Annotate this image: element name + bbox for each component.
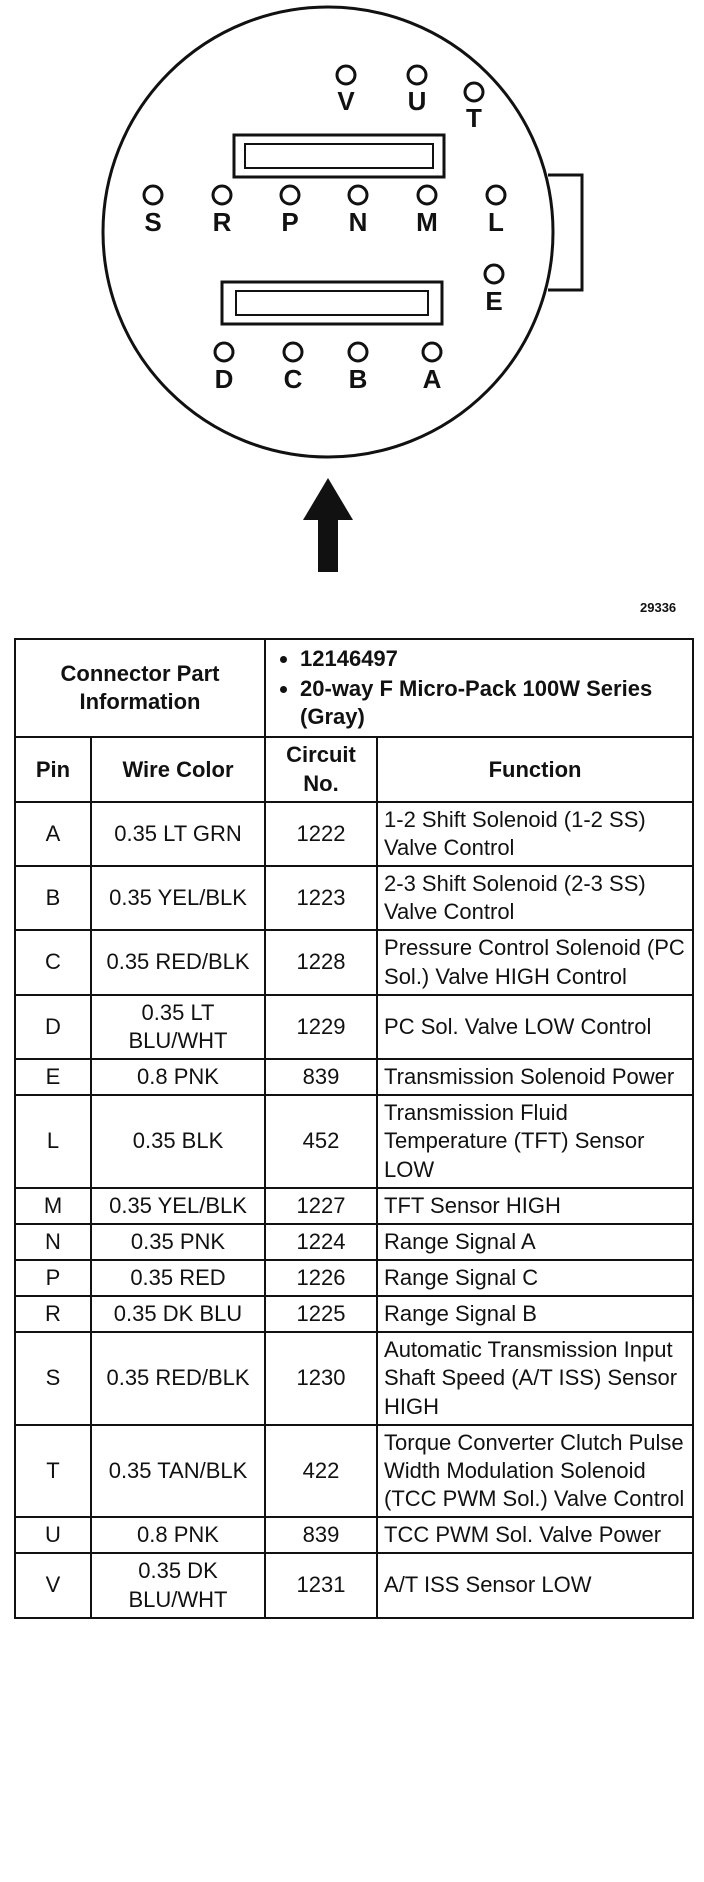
pin-cell: T	[15, 1425, 91, 1517]
table-row	[15, 1332, 693, 1424]
table-row	[15, 1059, 693, 1095]
pin-v-label: V	[337, 86, 355, 116]
pin-cell: A	[15, 802, 91, 866]
circuit-cell: 1230	[265, 1332, 377, 1424]
pin-cell: D	[15, 995, 91, 1059]
pin-n-label: N	[348, 207, 368, 237]
header-wire-color: Wire Color	[91, 737, 265, 801]
pin-cell: R	[15, 1296, 91, 1332]
connector-outline	[103, 7, 553, 457]
pin-n-hole	[349, 186, 367, 204]
circuit-cell: 1229	[265, 995, 377, 1059]
wire-color-cell: 0.35 LT GRN	[91, 802, 265, 866]
connector-pinout-table	[14, 638, 694, 1619]
function-cell: Torque Converter Clutch Pulse Width Modulation Solenoid (TCC PWM Sol.) Valve Control	[377, 1425, 693, 1517]
table-row	[15, 1095, 693, 1187]
function-cell: Automatic Transmission Input Shaft Speed (A/T ISS) Sensor HIGH	[377, 1332, 693, 1424]
pin-e-label: E	[485, 286, 503, 316]
pin-cell: P	[15, 1260, 91, 1296]
wire-color-cell: 0.35 DK BLU	[91, 1296, 265, 1332]
wire-color-cell: 0.35 LT BLU/WHT	[91, 995, 265, 1059]
pin-r-hole	[213, 186, 231, 204]
pin-c-label: C	[283, 364, 303, 394]
figure-number: 29336	[640, 600, 677, 615]
pin-t-label: T	[466, 103, 482, 133]
connector-part-number: • 12146497	[300, 645, 686, 673]
function-cell: Transmission Fluid Temperature (TFT) Sensor LOW	[377, 1095, 693, 1187]
wire-color-cell: 0.8 PNK	[91, 1517, 265, 1553]
pin-cell: S	[15, 1332, 91, 1424]
wire-color-cell: 0.35 BLK	[91, 1095, 265, 1187]
pin-e-hole	[485, 265, 503, 283]
table-row	[15, 1188, 693, 1224]
wire-color-cell: 0.35 RED/BLK	[91, 930, 265, 994]
pin-r-label: R	[212, 207, 232, 237]
function-cell: TFT Sensor HIGH	[377, 1188, 693, 1224]
pin-l-label: L	[488, 207, 504, 237]
function-cell: Pressure Control Solenoid (PC Sol.) Valve HIGH Control	[377, 930, 693, 994]
pin-a-hole	[423, 343, 441, 361]
circuit-cell: 839	[265, 1059, 377, 1095]
wire-color-cell: 0.35 RED	[91, 1260, 265, 1296]
pin-cell: B	[15, 866, 91, 930]
pin-m-label: M	[416, 207, 438, 237]
pin-v-hole	[337, 66, 355, 84]
circuit-cell: 422	[265, 1425, 377, 1517]
pin-layer	[144, 66, 505, 394]
circuit-cell: 1223	[265, 866, 377, 930]
connector-info-items	[265, 639, 693, 737]
function-cell: PC Sol. Valve LOW Control	[377, 995, 693, 1059]
pin-l-hole	[487, 186, 505, 204]
function-cell: 1-2 Shift Solenoid (1-2 SS) Valve Control	[377, 802, 693, 866]
circuit-cell: 452	[265, 1095, 377, 1187]
function-cell: 2-3 Shift Solenoid (2-3 SS) Valve Control	[377, 866, 693, 930]
table-row	[15, 1260, 693, 1296]
lower-cavity-slot-outer	[222, 282, 442, 324]
pin-cell: U	[15, 1517, 91, 1553]
function-cell: TCC PWM Sol. Valve Power	[377, 1517, 693, 1553]
pin-cell: N	[15, 1224, 91, 1260]
table-row	[15, 1517, 693, 1553]
table-row	[15, 1296, 693, 1332]
table-row	[15, 866, 693, 930]
lower-cavity-slot-inner	[236, 291, 428, 315]
pin-d-hole	[215, 343, 233, 361]
pin-m-hole	[418, 186, 436, 204]
circuit-cell: 1224	[265, 1224, 377, 1260]
function-cell: Range Signal B	[377, 1296, 693, 1332]
pin-s-label: S	[144, 207, 162, 237]
function-cell: Transmission Solenoid Power	[377, 1059, 693, 1095]
wire-color-cell: 0.8 PNK	[91, 1059, 265, 1095]
pin-u-hole	[408, 66, 426, 84]
upper-cavity-slot-inner	[245, 144, 433, 168]
header-row	[15, 737, 693, 801]
function-cell: A/T ISS Sensor LOW	[377, 1553, 693, 1617]
wire-color-cell: 0.35 DK BLU/WHT	[91, 1553, 265, 1617]
connector-description: • 20-way F Micro-Pack 100W Series (Gray)	[300, 675, 686, 731]
circuit-cell: 1228	[265, 930, 377, 994]
pin-cell: C	[15, 930, 91, 994]
wire-color-cell: 0.35 YEL/BLK	[91, 866, 265, 930]
pin-s-hole	[144, 186, 162, 204]
function-cell: Range Signal A	[377, 1224, 693, 1260]
wire-color-cell: 0.35 PNK	[91, 1224, 265, 1260]
pin-a-label: A	[422, 364, 442, 394]
pin-cell: V	[15, 1553, 91, 1617]
header-pin: Pin	[15, 737, 91, 801]
circuit-cell: 1226	[265, 1260, 377, 1296]
circuit-cell: 1222	[265, 802, 377, 866]
table-row	[15, 1425, 693, 1517]
table-row	[15, 1553, 693, 1617]
connector-info-row	[15, 639, 693, 737]
pin-t-hole	[465, 83, 483, 101]
pin-cell: M	[15, 1188, 91, 1224]
header-circuit-no: Circuit No.	[265, 737, 377, 801]
pin-b-label: B	[348, 364, 368, 394]
pin-b-hole	[349, 343, 367, 361]
table-row	[15, 802, 693, 866]
connector-face-diagram	[0, 0, 704, 600]
table-row	[15, 1224, 693, 1260]
table-row	[15, 930, 693, 994]
wire-color-cell: 0.35 RED/BLK	[91, 1332, 265, 1424]
function-cell: Range Signal C	[377, 1260, 693, 1296]
pin-c-hole	[284, 343, 302, 361]
pin-u-label: U	[407, 86, 427, 116]
pin-cell: E	[15, 1059, 91, 1095]
table-row	[15, 995, 693, 1059]
circuit-cell: 1227	[265, 1188, 377, 1224]
pin-d-label: D	[214, 364, 234, 394]
connector-info-label: Connector Part Information	[15, 639, 265, 737]
wire-color-cell: 0.35 YEL/BLK	[91, 1188, 265, 1224]
pin-cell: L	[15, 1095, 91, 1187]
circuit-cell: 839	[265, 1517, 377, 1553]
wire-color-cell: 0.35 TAN/BLK	[91, 1425, 265, 1517]
header-function: Function	[377, 737, 693, 801]
pin-p-label: P	[281, 207, 299, 237]
circuit-cell: 1225	[265, 1296, 377, 1332]
pin-p-hole	[281, 186, 299, 204]
upper-cavity-slot-outer	[234, 135, 444, 177]
circuit-cell: 1231	[265, 1553, 377, 1617]
up-arrow-icon	[303, 478, 353, 572]
